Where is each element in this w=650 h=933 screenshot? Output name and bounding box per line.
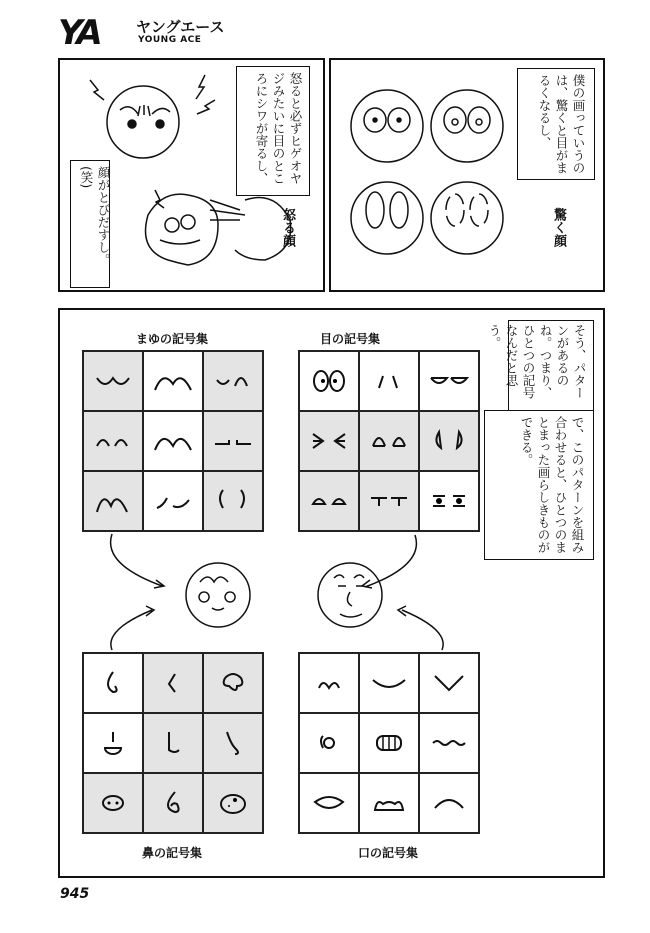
anger-caption2: 顔がとびだすし。(笑) xyxy=(79,166,111,266)
panel-symbols xyxy=(58,308,605,878)
mouth-symbol xyxy=(360,774,418,832)
eyebrow-symbol xyxy=(144,412,202,470)
mouth-symbol xyxy=(420,714,478,772)
panel-angry xyxy=(58,58,325,292)
nose-symbol xyxy=(84,774,142,832)
eye-symbol xyxy=(360,472,418,530)
eye-symbol xyxy=(420,352,478,410)
logo-japanese: ヤングエース xyxy=(136,18,225,36)
nose-symbol xyxy=(84,654,142,712)
logo-english: YOUNG ACE xyxy=(138,35,202,45)
eyebrow-symbol xyxy=(204,352,262,410)
nose-symbol xyxy=(144,774,202,832)
eye-symbol xyxy=(300,472,358,530)
angry-face-label: 怒る顔 xyxy=(280,208,295,247)
eye-grid xyxy=(298,350,480,532)
nose-symbol xyxy=(204,654,262,712)
mouth-symbol xyxy=(360,654,418,712)
nose-symbol xyxy=(144,654,202,712)
eyebrow-symbol xyxy=(204,412,262,470)
mouth-symbol xyxy=(300,654,358,712)
mouth-symbol xyxy=(300,774,358,832)
surprise-caption: 僕の画っていうのは、驚くと目がまるくなるし、 xyxy=(537,74,586,174)
page-number: 945 xyxy=(60,886,90,902)
eyebrow-title: まゆの記号集 xyxy=(135,332,208,346)
mouth-title: 口の記号集 xyxy=(357,846,418,860)
mouth-symbol xyxy=(300,714,358,772)
symbols-caption2: で、このパターンを組み合わせると、ひとつのまとまった画らしきものができる。 xyxy=(519,416,585,554)
eye-symbol xyxy=(360,352,418,410)
nose-symbol xyxy=(204,774,262,832)
eye-symbol xyxy=(300,352,358,410)
mouth-grid xyxy=(298,652,480,834)
eyebrow-symbol xyxy=(144,472,202,530)
mouth-symbol xyxy=(420,774,478,832)
eyebrow-symbol xyxy=(84,352,142,410)
nose-symbol xyxy=(204,714,262,772)
eye-symbol xyxy=(420,412,478,470)
magazine-logo xyxy=(58,14,233,52)
mouth-symbol xyxy=(360,714,418,772)
panel-surprised xyxy=(329,58,605,292)
eyebrow-symbol xyxy=(144,352,202,410)
eyebrow-grid xyxy=(82,350,264,532)
surprised-face-label: 驚く顔 xyxy=(551,208,566,247)
eyebrow-symbol xyxy=(84,412,142,470)
mouth-symbol xyxy=(420,654,478,712)
eyebrow-symbol xyxy=(204,472,262,530)
eyebrow-symbol xyxy=(84,472,142,530)
nose-symbol xyxy=(84,714,142,772)
nose-symbol xyxy=(144,714,202,772)
nose-grid xyxy=(82,652,264,834)
eye-title: 目の記号集 xyxy=(319,332,380,346)
eye-symbol xyxy=(360,412,418,470)
symbols-caption1: そう、パターンがあるのね。つまり、ひとつの記号なんだと思う。 xyxy=(487,324,587,399)
eye-symbol xyxy=(420,472,478,530)
nose-title: 鼻の記号集 xyxy=(141,846,202,860)
anger-caption: 怒ると必ずヒゲオヤジみたいに目のところにシワが寄るし、 xyxy=(254,72,303,185)
logo-mark: YA xyxy=(58,13,100,53)
eye-symbol xyxy=(300,412,358,470)
